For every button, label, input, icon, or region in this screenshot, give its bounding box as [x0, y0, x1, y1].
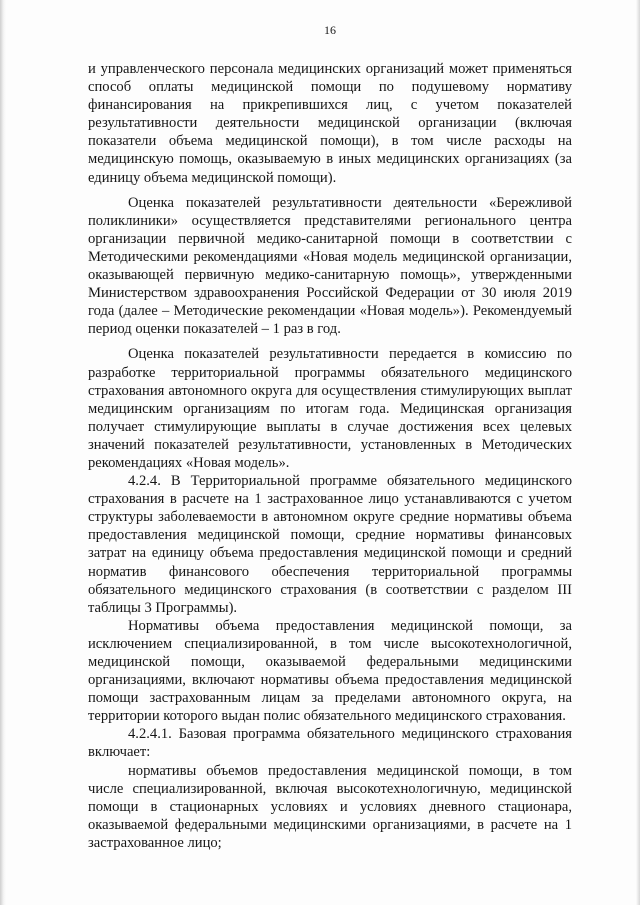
scan-edge-right	[636, 0, 640, 905]
paragraph-evaluation: Оценка показателей результативности деятельности «Бережливой поликлиники» осуществляется представителями регионального центра организации первичной медико-санитарной помощи в соответствии с Методическими рекомендациями «Новая модель медицинской организации, оказывающей первичную медико-санитарную помощь», утвержденными Министерством здравоохранения Российской Федерации от 30 июля 2019 года (далее – Методические рекомендации «Новая модель»). Рекомендуемый период оценки показателей – 1 раз в год.	[88, 194, 572, 338]
page-number: 16	[324, 23, 336, 37]
paragraph-commission: Оценка показателей результативности передается в комиссию по разработке территориальной программы обязательного медицинского страхования автономного округа для осуществления стимулирующих выплат медицинским организациям по итогам года. Медицинская организация получает стимулирующие выплаты в случае достижения всех целевых значений показателей результативности, установленных в Методических рекомендациях «Новая модель».	[88, 346, 572, 471]
document-body	[88, 60, 572, 852]
paragraph-continuation: и управленческого персонала медицинских организаций может применяться способ оплаты медицинской помощи по подушевому нормативу финансирования на прикрепившихся лиц, с учетом показателей результативности деятельности медицинской организации (включая показатели объема медицинской помощи), в том числе расходы на медицинскую помощь, оказываемую в иных медицинских организациях (за единицу объема медицинской помощи).	[88, 61, 572, 186]
paragraph-4-2-4: 4.2.4. В Территориальной программе обязательного медицинского страхования в расчете на 1 застрахованное лицо устанавливаются с учетом структуры заболеваемости в автономном округе средние нормативы объема предоставления медицинской помощи, средние нормативы финансовых затрат на единицу объема предоставления медицинской помощи и средний норматив финансового обеспечения территориальной программы обязательного медицинского страхования (в соответствии с разделом III таблицы 3 Программы).	[88, 473, 572, 616]
scan-edge-left	[0, 0, 6, 905]
paragraph-volume-norms: Нормативы объема предоставления медицинской помощи, за исключением специализированной, в том числе высокотехнологичной, медицинской помощи, оказываемой федеральными медицинскими организациями, включают нормативы объема предоставления медицинской помощи застрахованным лицам за пределами автономного округа, на территории которого выдан полис обязательного медицинского страхования.	[88, 617, 572, 725]
paragraph-4-2-4-1: 4.2.4.1. Базовая программа обязательного медицинского страхования включает:	[88, 726, 572, 761]
paragraph-federal-norms: нормативы объемов предоставления медицинской помощи, в том числе специализированной, включая высокотехнологичную, медицинской помощи в стационарных условиях и условиях дневного стационара, оказываемой федеральными медицинскими организациями, в расчете на 1 застрахованное лицо;	[88, 762, 572, 851]
